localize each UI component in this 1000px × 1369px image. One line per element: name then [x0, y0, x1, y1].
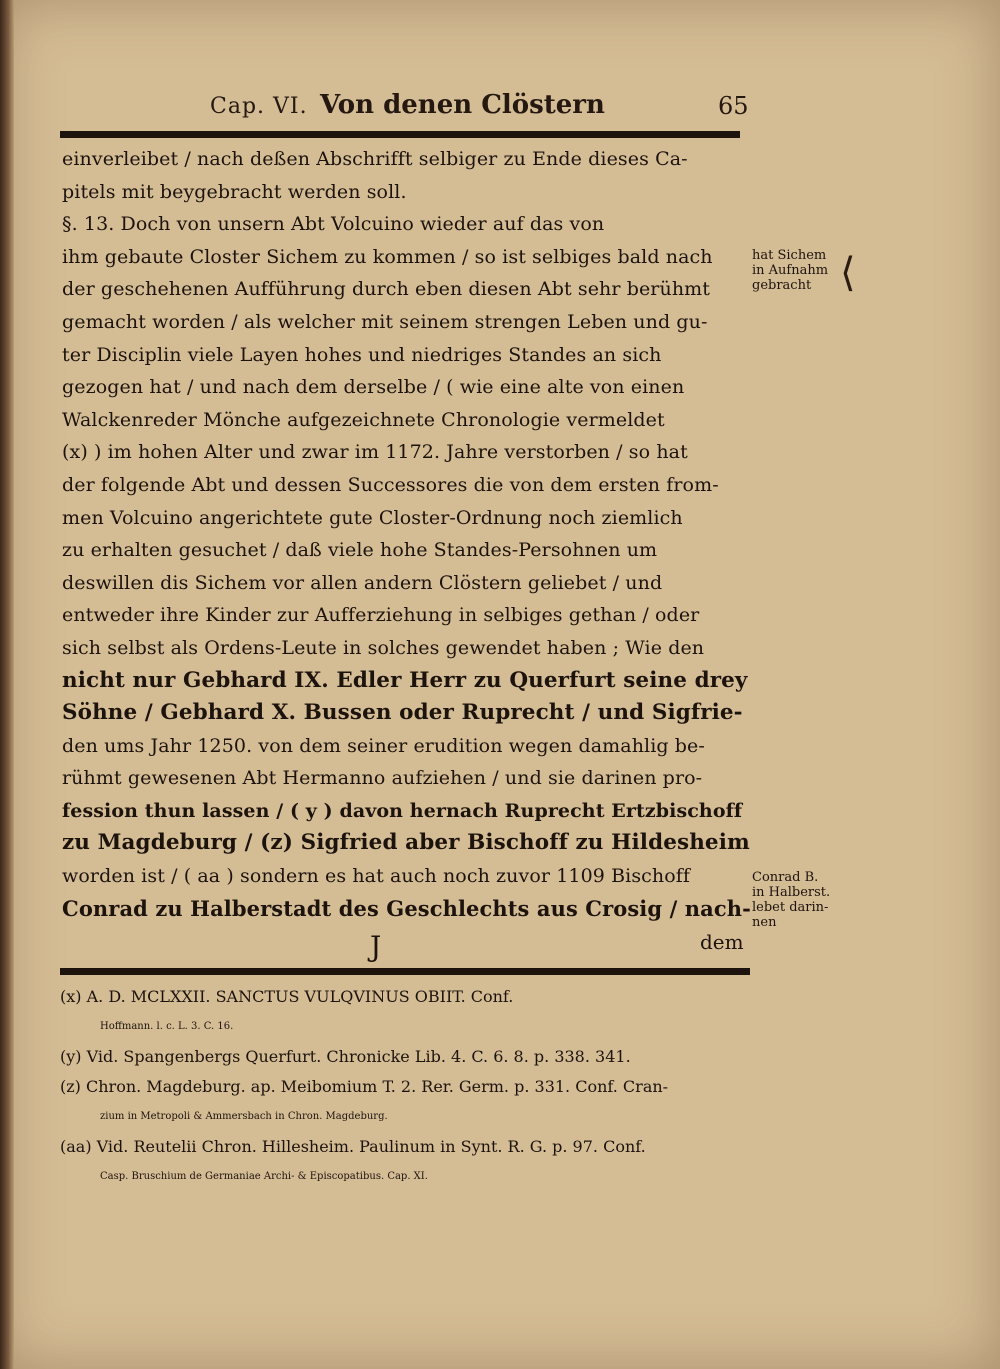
text-line: rühmt gewesenen Abt Hermanno aufziehen / und sie darinen pro-	[62, 767, 703, 790]
page-binding-edge	[0, 0, 14, 1369]
text-line: einverleibet / nach deßen Abschrifft selbiger zu Ende dieses Ca-	[62, 148, 688, 170]
margin-note-line: lebet darin-	[752, 900, 829, 915]
margin-note-line: gebracht	[752, 278, 812, 293]
page-number: 65	[718, 92, 749, 120]
text-line: deswillen dis Sichem vor allen andern Clöstern geliebet / und	[62, 571, 663, 594]
text-line: sich selbst als Ordens-Leute in solches gewendet haben ; Wie den	[62, 636, 705, 659]
text-line: ter Disciplin viele Layen hohes und niedriges Standes an sich	[62, 343, 662, 366]
margin-note-line: in Aufnahm	[752, 263, 829, 278]
signature-mark: J	[370, 930, 382, 963]
footnote: (x) A. D. MCLXXII. SANCTUS VULQVINUS OBIIT. Conf.	[60, 987, 514, 1006]
text-line: der geschehenen Aufführung durch eben diesen Abt sehr berühmt	[62, 278, 711, 301]
text-line: (x) ) im hohen Alter und zwar im 1172. Jahre verstorben / so hat	[62, 441, 688, 464]
margin-note-conrad	[752, 870, 830, 930]
chapter-label: Cap. VI.	[210, 94, 308, 119]
text-line: entweder ihre Kinder zur Aufferziehung in selbiges gethan / oder	[62, 604, 700, 627]
text-line: nicht nur Gebhard IX. Edler Herr zu Querfurt seine drey	[62, 667, 748, 693]
margin-note-line: hat Sichem	[752, 248, 827, 263]
text-line: zu erhalten gesuchet / daß viele hohe Standes-Persohnen um	[62, 539, 658, 562]
footnote: Hoffmann. l. c. L. 3. C. 16.	[100, 1021, 234, 1032]
margin-brace: ⟨	[840, 250, 856, 296]
footnote: (aa) Vid. Reutelii Chron. Hillesheim. Paulinum in Synt. R. G. p. 97. Conf.	[60, 1137, 646, 1156]
margin-note-line: in Halberst.	[752, 885, 831, 900]
header-title: Von denen Clöstern	[320, 90, 605, 120]
text-line: zu Magdeburg / (z) Sigfried aber Bischoff zu Hildesheim	[62, 830, 750, 856]
main-text	[62, 143, 752, 925]
catchword: dem	[700, 930, 744, 954]
header-rule	[60, 131, 740, 138]
footnotes	[60, 982, 760, 1192]
text-line: Conrad zu Halberstadt des Geschlechts aus Crosig / nach-	[62, 895, 751, 921]
footnote: (z) Chron. Magdeburg. ap. Meibomium T. 2. Rer. Germ. p. 331. Conf. Cran-	[60, 1077, 669, 1096]
text-line: fession thun lassen / ( y ) davon hernach Ruprecht Ertzbischoff	[62, 799, 743, 822]
text-line: Söhne / Gebhard X. Bussen oder Ruprecht / und Sigfrie-	[62, 700, 743, 726]
text-line: men Volcuino angerichtete gute Closter-Ordnung noch ziemlich	[62, 506, 683, 529]
text-line: §. 13. Doch von unsern Abt Volcuino wieder auf das von	[62, 213, 605, 236]
footnote-rule	[60, 968, 750, 975]
footnote: zium in Metropoli & Ammersbach in Chron. Magdeburg.	[100, 1111, 388, 1122]
text-line: gemacht worden / als welcher mit seinem strengen Leben und gu-	[62, 310, 708, 333]
footnote: Casp. Bruschium de Germaniae Archi- & Episcopatibus. Cap. XI.	[100, 1171, 428, 1182]
running-header	[210, 88, 750, 122]
text-line: pitels mit beygebracht werden soll.	[62, 180, 407, 203]
margin-note-line: Conrad B.	[752, 870, 819, 885]
footnote: (y) Vid. Spangenbergs Querfurt. Chronicke Lib. 4. C. 6. 8. p. 338. 341.	[60, 1047, 631, 1066]
text-line: ihm gebaute Closter Sichem zu kommen / so ist selbiges bald nach	[62, 245, 713, 268]
margin-note-sichem	[752, 248, 828, 293]
text-line: worden ist / ( aa ) sondern es hat auch noch zuvor 1109 Bischoff	[62, 865, 691, 888]
text-line: den ums Jahr 1250. von dem seiner erudition wegen damahlig be-	[62, 734, 705, 757]
margin-note-line: nen	[752, 915, 777, 930]
text-line: der folgende Abt und dessen Successores die von dem ersten from-	[62, 473, 719, 496]
text-line: gezogen hat / und nach dem derselbe / ( wie eine alte von einen	[62, 376, 685, 399]
text-line: Walckenreder Mönche aufgezeichnete Chronologie vermeldet	[62, 408, 665, 431]
